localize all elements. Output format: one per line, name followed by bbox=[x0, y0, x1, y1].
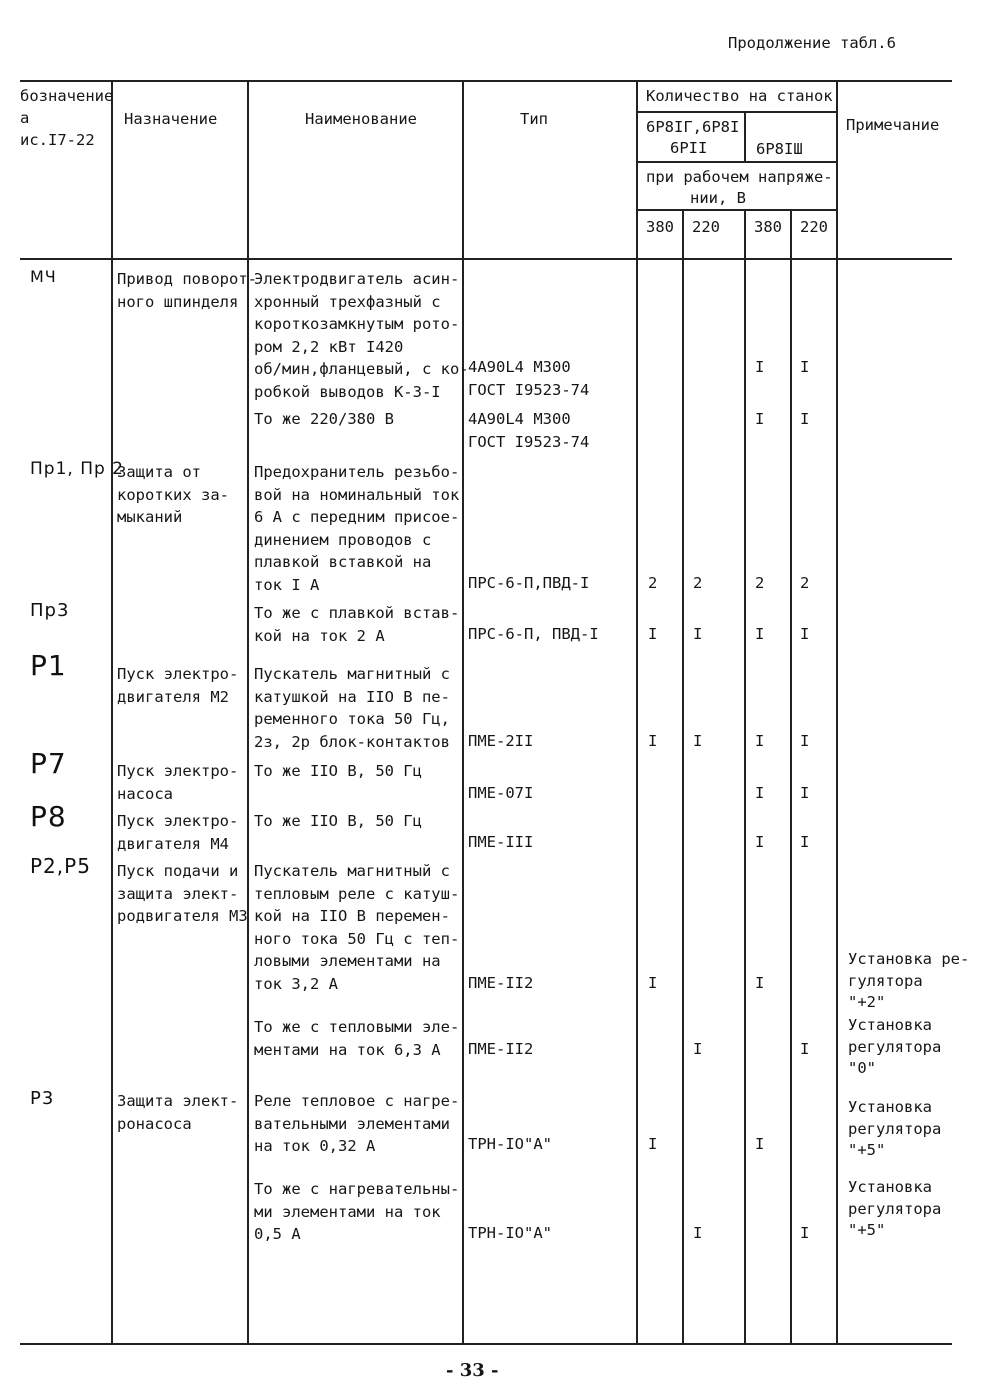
row-name-line: То же IIO В, 50 Гц bbox=[254, 762, 422, 780]
row-type-line: 4А90L4 М300 bbox=[468, 410, 571, 428]
col-divider-q3 bbox=[790, 209, 792, 1344]
row-note-line: Установка ре- bbox=[848, 950, 970, 968]
header-voltage-line1: при рабочем напряже- bbox=[646, 168, 833, 186]
row-purpose-line: Пуск подачи и bbox=[117, 862, 239, 880]
row-purpose-line: Пуск электро- bbox=[117, 812, 239, 830]
header-name: Наименование bbox=[305, 110, 417, 128]
row-type-line: ГОСТ I9523-74 bbox=[468, 380, 590, 399]
row-purpose-line: Защита от bbox=[117, 463, 201, 481]
row-name-line: катушкой на IIO В пе- bbox=[254, 687, 450, 706]
row-name-line: кой на IIO В перемен- bbox=[254, 907, 450, 925]
row-name-line: ментами на ток 6,3 А bbox=[254, 1040, 441, 1059]
row-name-line: на ток 0,32 А bbox=[254, 1137, 376, 1155]
row-name-line: об/мин,фланцевый, с ко- bbox=[254, 360, 469, 378]
row-designation: Р7 bbox=[30, 747, 67, 780]
row-name-line: ми элементами на ток bbox=[254, 1202, 441, 1221]
row-qty-cell: I bbox=[755, 1135, 765, 1153]
row-qty-cell: I bbox=[755, 784, 765, 802]
row-designation: Р8 bbox=[30, 800, 67, 833]
qty-title-divider bbox=[636, 111, 836, 113]
header-purpose: Назначение bbox=[124, 110, 218, 128]
header-v380a: 380 bbox=[646, 218, 674, 236]
row-name-line: То же IIO В, 50 Гц bbox=[254, 812, 422, 830]
row-qty-cell: I bbox=[800, 625, 810, 643]
row-qty-cell: I bbox=[755, 358, 765, 376]
row-name-line: То же с тепловыми эле- bbox=[254, 1018, 460, 1036]
row-qty-cell: I bbox=[755, 410, 765, 428]
row-designation: Р3 bbox=[30, 1088, 55, 1109]
row-type-line: ПМЕ-III bbox=[468, 833, 534, 851]
row-note-line: регулятора bbox=[848, 1199, 942, 1218]
row-name-line: То же с нагревательны- bbox=[254, 1180, 460, 1198]
row-purpose-line: двигателя М4 bbox=[117, 834, 229, 853]
row-name-line: короткозамкнутым рото- bbox=[254, 315, 460, 333]
row-name-line: Пускатель магнитный с bbox=[254, 862, 450, 880]
row-qty-cell: 2 bbox=[800, 574, 810, 592]
row-purpose-line: защита элект- bbox=[117, 884, 239, 903]
col-divider-q2-lower bbox=[744, 209, 746, 1344]
col-divider-5 bbox=[836, 80, 838, 1344]
row-type-line: ТРН-IO"А" bbox=[468, 1224, 552, 1242]
header-group1-line2: 6РII bbox=[670, 139, 708, 157]
header-voltage-line2: нии, В bbox=[690, 189, 746, 207]
row-qty-cell: I bbox=[648, 732, 658, 750]
row-name-line: То же с плавкой встав- bbox=[254, 604, 460, 622]
row-name-line: Предохранитель резьбо- bbox=[254, 463, 460, 481]
header-v380b: 380 bbox=[754, 218, 782, 236]
row-note-line: гулятора bbox=[848, 971, 923, 990]
row-qty-cell: I bbox=[800, 410, 810, 428]
row-note-line: Установка bbox=[848, 1178, 932, 1196]
row-purpose-line: Пуск электро- bbox=[117, 665, 239, 683]
col-divider-3 bbox=[462, 80, 464, 1344]
row-qty-cell: 2 bbox=[648, 574, 658, 592]
row-name-line: ром 2,2 кВт I420 bbox=[254, 337, 404, 356]
row-name-line: хронный трехфазный с bbox=[254, 292, 441, 311]
row-qty-cell: I bbox=[693, 1224, 703, 1242]
table-top-border bbox=[20, 80, 952, 82]
row-name-line: 2з, 2р блок-контактов bbox=[254, 732, 450, 751]
row-type-line: ПРС-6-П,ПВД-I bbox=[468, 574, 590, 592]
row-qty-cell: I bbox=[755, 625, 765, 643]
header-group1-line1: 6Р8IГ,6Р8I bbox=[646, 118, 740, 136]
row-note-line: регулятора bbox=[848, 1119, 942, 1138]
row-purpose-line: Пуск электро- bbox=[117, 762, 239, 780]
row-type-line: ПМЕ-07I bbox=[468, 784, 534, 802]
header-v220a: 220 bbox=[692, 218, 720, 236]
row-name-line: 6 А с передним присое- bbox=[254, 508, 460, 526]
row-designation: МЧ bbox=[30, 267, 57, 286]
header-note: Примечание bbox=[846, 116, 940, 134]
col-divider-q2 bbox=[744, 111, 746, 162]
row-name-line: То же 220/380 В bbox=[254, 410, 394, 428]
row-name-line: Электродвигатель асин- bbox=[254, 270, 460, 288]
row-qty-cell: 2 bbox=[693, 574, 703, 592]
row-name-line: 0,5 А bbox=[254, 1225, 301, 1243]
header-v220b: 220 bbox=[800, 218, 828, 236]
row-purpose-line: насоса bbox=[117, 784, 173, 803]
row-note-line: Установка bbox=[848, 1016, 932, 1034]
row-purpose-line: мыканий bbox=[117, 508, 183, 526]
row-type-line: ПМЕ-II2 bbox=[468, 1040, 534, 1058]
row-purpose-line: Привод поворот- bbox=[117, 270, 257, 288]
col-divider-1 bbox=[111, 80, 113, 1344]
table-caption: Продолжение табл.6 bbox=[728, 34, 896, 52]
page-number: - 33 - bbox=[446, 1360, 499, 1381]
row-note-line: "+5" bbox=[848, 1141, 886, 1159]
row-name-line: ток I А bbox=[254, 575, 320, 594]
row-qty-cell: I bbox=[755, 732, 765, 750]
row-qty-cell: I bbox=[648, 625, 658, 643]
row-name-line: плавкой вставкой на bbox=[254, 553, 432, 571]
row-purpose-line: родвигателя М3 bbox=[117, 907, 248, 925]
header-group2: 6Р8IШ bbox=[756, 140, 803, 158]
header-bottom-border bbox=[20, 258, 952, 260]
row-purpose-line: двигателя М2 bbox=[117, 687, 229, 706]
row-note-line: "+5" bbox=[848, 1221, 886, 1239]
row-name-line: робкой выводов К-3-I bbox=[254, 382, 441, 401]
row-qty-cell: I bbox=[800, 358, 810, 376]
table-bottom-border bbox=[20, 1343, 952, 1345]
row-qty-cell: I bbox=[800, 732, 810, 750]
header-qty: Количество на станок bbox=[646, 87, 833, 105]
row-note-line: регулятора bbox=[848, 1037, 942, 1056]
row-name-line: динением проводов с bbox=[254, 530, 432, 549]
header-designation-2: а bbox=[20, 109, 30, 127]
row-name-line: Пускатель магнитный с bbox=[254, 665, 450, 683]
row-type-line: ПМЕ-II2 bbox=[468, 974, 534, 992]
row-designation: Р2,Р5 bbox=[30, 854, 91, 878]
row-qty-cell: I bbox=[800, 1040, 810, 1058]
row-qty-cell: I bbox=[693, 732, 703, 750]
row-qty-cell: I bbox=[648, 1135, 658, 1153]
row-name-line: ременного тока 50 Гц, bbox=[254, 710, 450, 728]
row-note-line: Установка bbox=[848, 1098, 932, 1116]
row-name-line: ток 3,2 А bbox=[254, 974, 338, 993]
row-name-line: вой на номинальный ток bbox=[254, 485, 460, 504]
row-purpose-line: ного шпинделя bbox=[117, 292, 239, 311]
row-name-line: кой на ток 2 А bbox=[254, 626, 385, 645]
row-qty-cell: I bbox=[648, 974, 658, 992]
header-type: Тип bbox=[520, 110, 548, 128]
row-type-line: ГОСТ I9523-74 bbox=[468, 432, 590, 451]
row-purpose-line: Защита элект- bbox=[117, 1092, 239, 1110]
row-qty-cell: 2 bbox=[755, 574, 765, 592]
row-designation: Р1 bbox=[30, 649, 67, 682]
row-qty-cell: I bbox=[755, 974, 765, 992]
row-qty-cell: I bbox=[693, 1040, 703, 1058]
row-type-line: 4А90L4 М300 bbox=[468, 358, 571, 376]
row-qty-cell: I bbox=[800, 833, 810, 851]
row-note-line: "+2" bbox=[848, 993, 886, 1011]
row-qty-cell: I bbox=[800, 1224, 810, 1242]
row-designation: Пр3 bbox=[30, 600, 70, 621]
row-purpose-line: ронасоса bbox=[117, 1114, 192, 1133]
row-name-line: Реле тепловое с нагре- bbox=[254, 1092, 460, 1110]
row-qty-cell: I bbox=[755, 833, 765, 851]
row-name-line: ловыми элементами на bbox=[254, 952, 441, 970]
row-designation: Пр1, Пр 2 bbox=[30, 459, 124, 479]
row-note-line: "0" bbox=[848, 1059, 876, 1077]
col-divider-4 bbox=[636, 80, 638, 1344]
row-type-line: ПРС-6-П, ПВД-I bbox=[468, 625, 599, 643]
row-name-line: вательными элементами bbox=[254, 1114, 450, 1133]
row-qty-cell: I bbox=[693, 625, 703, 643]
col-divider-q1 bbox=[682, 209, 684, 1344]
row-type-line: ТРН-IO"А" bbox=[468, 1135, 552, 1153]
row-name-line: ного тока 50 Гц с теп- bbox=[254, 929, 460, 948]
qty-group-divider bbox=[636, 161, 836, 163]
row-purpose-line: коротких за- bbox=[117, 485, 229, 504]
row-type-line: ПМЕ-2II bbox=[468, 732, 534, 750]
row-name-line: тепловым реле с катуш- bbox=[254, 884, 460, 903]
row-qty-cell: I bbox=[800, 784, 810, 802]
header-designation-3: ис.I7-22 bbox=[20, 131, 95, 149]
header-designation-1: бозначение bbox=[20, 87, 114, 105]
